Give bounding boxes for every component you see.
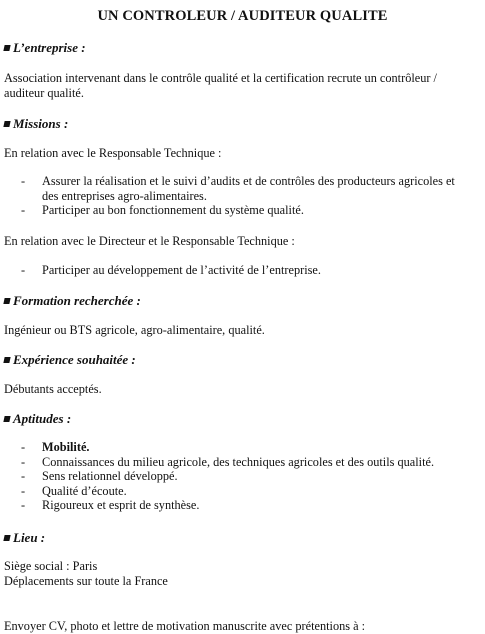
entreprise-text-line1: Association intervenant dans le contrôle qualité et la certification recrute un contrôleur / (4, 71, 437, 85)
heading-entreprise-label: L’entreprise : (13, 40, 86, 55)
list-item-text: Mobilité. (42, 440, 90, 454)
list-item-continuation (0, 189, 455, 204)
heading-formation (4, 293, 141, 309)
application-instructions: Envoyer CV, photo et lettre de motivation manuscrite avec prétentions à : (4, 619, 366, 633)
heading-missions (4, 116, 68, 132)
entreprise-text-line2: auditeur qualité. (4, 86, 84, 100)
dash-marker: - (21, 174, 26, 188)
missions-list-2 (0, 263, 321, 278)
list-item-text: Participer au développement de l’activité de l’entreprise. (42, 263, 321, 277)
list-item (0, 203, 455, 218)
lieu-line1: Siège social : Paris (4, 559, 98, 573)
dash-marker: - (21, 203, 26, 217)
aptitudes-list (0, 440, 434, 513)
dash-marker: - (21, 440, 26, 454)
heading-entreprise (4, 40, 86, 56)
heading-formation-label: Formation recherchée : (13, 293, 141, 308)
experience-text: Débutants acceptés. (4, 382, 102, 396)
square-bullet-icon (3, 416, 10, 422)
list-item (0, 455, 434, 470)
list-item (0, 263, 321, 278)
dash-marker: - (21, 454, 26, 469)
missions-list-1 (0, 174, 455, 218)
list-item-text: Sens relationnel développé. (42, 469, 178, 483)
heading-missions-label: Missions : (13, 116, 69, 131)
formation-text: Ingénieur ou BTS agricole, agro-alimentaire, qualité. (4, 323, 265, 337)
lieu-line2: Déplacements sur toute la France (4, 574, 168, 588)
list-item (0, 484, 434, 499)
missions-intro-2: En relation avec le Directeur et le Responsable Technique : (4, 234, 295, 248)
square-bullet-icon (3, 45, 10, 51)
list-item-text: des entreprises agro-alimentaires. (42, 188, 207, 203)
list-item (0, 174, 455, 189)
list-item (0, 469, 434, 484)
list-item (0, 498, 434, 513)
missions-intro-1: En relation avec le Responsable Technique : (4, 146, 222, 160)
list-item-text: Assurer la réalisation et le suivi d’audits et de contrôles des producteurs agricoles et (42, 174, 455, 188)
dash-marker: - (21, 483, 26, 498)
page-title: UN CONTROLEUR / AUDITEUR QUALITE (97, 8, 388, 24)
heading-experience-label: Expérience souhaitée : (13, 352, 136, 367)
list-item-text: Participer au bon fonctionnement du système qualité. (42, 203, 304, 217)
heading-aptitudes (4, 411, 71, 427)
square-bullet-icon (3, 298, 10, 304)
square-bullet-icon (3, 121, 10, 127)
square-bullet-icon (3, 535, 10, 541)
list-item-text: Connaissances du milieu agricole, des techniques agricoles et des outils qualité. (42, 454, 435, 469)
heading-lieu (4, 530, 45, 546)
dash-marker: - (21, 469, 26, 483)
list-item-text: Rigoureux et esprit de synthèse. (42, 498, 200, 512)
dash-marker: - (21, 263, 26, 277)
dash-marker: - (21, 498, 26, 512)
square-bullet-icon (3, 357, 10, 363)
heading-lieu-label: Lieu : (13, 530, 46, 545)
list-item-text: Qualité d’écoute. (42, 483, 127, 498)
heading-experience (4, 352, 136, 368)
list-item (0, 440, 434, 455)
heading-aptitudes-label: Aptitudes : (13, 411, 72, 426)
